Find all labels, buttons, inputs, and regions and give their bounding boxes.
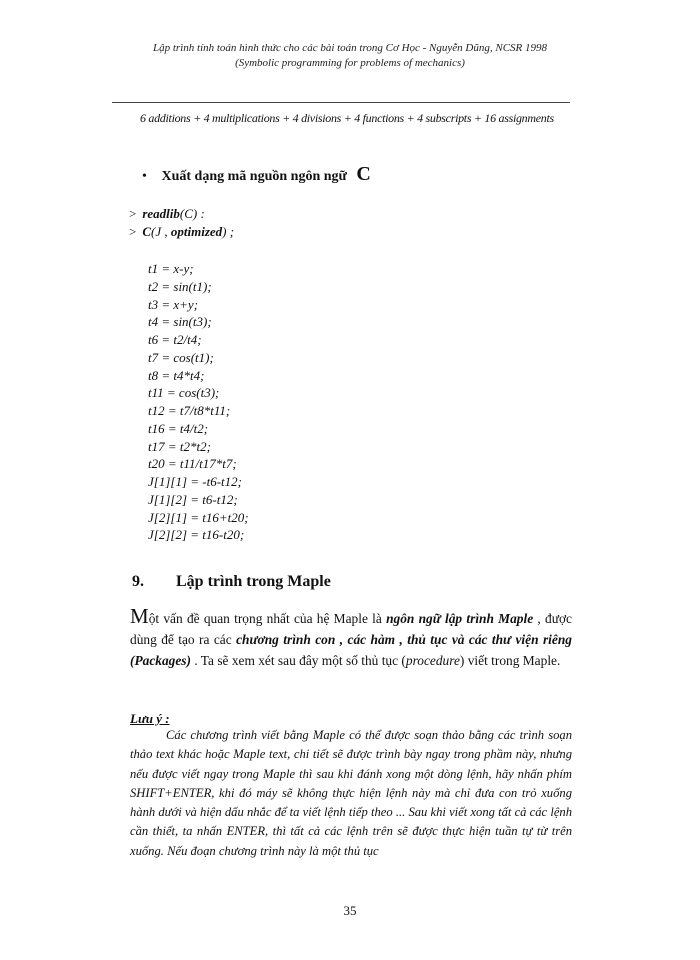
command-args-option: optimized <box>170 224 223 239</box>
header-divider <box>112 102 570 103</box>
code-line: t12 = t7/t8*t11; <box>148 403 231 418</box>
command-name: C <box>142 224 152 239</box>
command-args-end: ) ; <box>222 224 235 239</box>
paragraph-emphasis: ngôn ngữ lập trình Maple <box>386 611 534 626</box>
running-header-subtitle: (Symbolic programming for problems of mechanics) <box>235 57 465 69</box>
page-number: 35 <box>343 903 357 918</box>
section-title: Lập trình trong Maple <box>176 573 331 590</box>
code-line: t7 = cos(t1); <box>148 349 214 365</box>
code-line: J[2][1] = t16+t20; <box>148 509 249 525</box>
code-line: t17 = t2*t2; <box>148 438 211 454</box>
code-line: t4 = sin(t3); <box>148 314 212 330</box>
paragraph-text: ột vấn đề quan trọng nhất của hệ Maple là <box>148 611 387 626</box>
code-line: t1 = x-y; <box>148 261 194 276</box>
paragraph-text: , được dùng để tạo ra các <box>130 611 572 647</box>
running-header-title: Lập trình tính toán hình thức cho các bài toán trong Cơ Học - Nguyễn Dũng, NCSR 1998 <box>153 42 547 54</box>
code-line: J[1][2] = t6-t12; <box>148 491 238 507</box>
note-text: Các chương trình viết bằng Maple có thể được soạn thảo bằng các trình soạn thảo text khác hoặc Maple text, chi tiết sẽ được trình bày ngay trong phầm này, nhưng nếu được viết ngay trong Maple thì sau khi đánh xong một dòng lệnh, hãy nhấn phím SHIFT+ENTER, khi đó máy sẽ không thực hiện lệnh này mà chỉ đưa con trỏ xuống hành dưới và hiện dấu nhắc để ta viết lệnh tiếp theo ... Sau khi viết xong tất cả các lệnh cần thiết, ta nhấn ENTER, thì tất cả các lệnh trên sẽ được thực hiện tuần tự từ trên xuống. Nếu đoạn chương trình này là một thủ tục <box>130 728 572 858</box>
paragraph-text: . Ta sẽ xem xét sau đây một số thủ tục ( <box>190 653 406 668</box>
command-args-start: (J , <box>151 224 171 239</box>
code-line: t16 = t4/t2; <box>148 420 209 436</box>
maple-command-c <box>129 224 234 240</box>
paragraph-italic: procedure <box>405 653 460 668</box>
bullet-text: Xuất dạng mã nguồn ngôn ngữ <box>161 169 347 184</box>
code-line: t8 = t4*t4; <box>148 367 205 383</box>
section-heading <box>132 573 331 591</box>
maple-command-readlib <box>129 206 205 222</box>
bullet-dot: • <box>142 169 147 184</box>
prompt-symbol: > <box>129 224 137 239</box>
paragraph-text: ) viết trong Maple. <box>459 653 561 668</box>
section-number: 9. <box>132 573 144 590</box>
generated-c-code <box>148 260 249 544</box>
command-args: (C) : <box>179 206 205 221</box>
code-line: t11 = cos(t3); <box>148 385 220 401</box>
drop-cap: M <box>130 604 149 628</box>
prompt-symbol: > <box>129 206 137 221</box>
code-line: t20 = t11/t17*t7; <box>148 456 237 472</box>
intro-paragraph <box>130 606 572 671</box>
paragraph-emphasis: chương trình con , các hàm , thủ tục và các thư viện riêng (Packages) <box>130 632 572 668</box>
operation-counts: 6 additions + 4 multiplications + 4 divisions + 4 functions + 4 subscripts + 16 assignments <box>140 111 554 125</box>
code-line: t3 = x+y; <box>148 296 199 312</box>
bullet-heading <box>142 163 371 186</box>
code-line: t6 = t2/t4; <box>148 332 202 347</box>
code-line: J[1][1] = -t6-t12; <box>148 474 242 489</box>
note-label: Lưu ý : <box>130 711 170 726</box>
bullet-letter: C <box>356 163 371 185</box>
command-name: readlib <box>142 206 180 221</box>
code-line: J[2][2] = t16-t20; <box>148 527 245 543</box>
code-line: t2 = sin(t1); <box>148 278 212 294</box>
